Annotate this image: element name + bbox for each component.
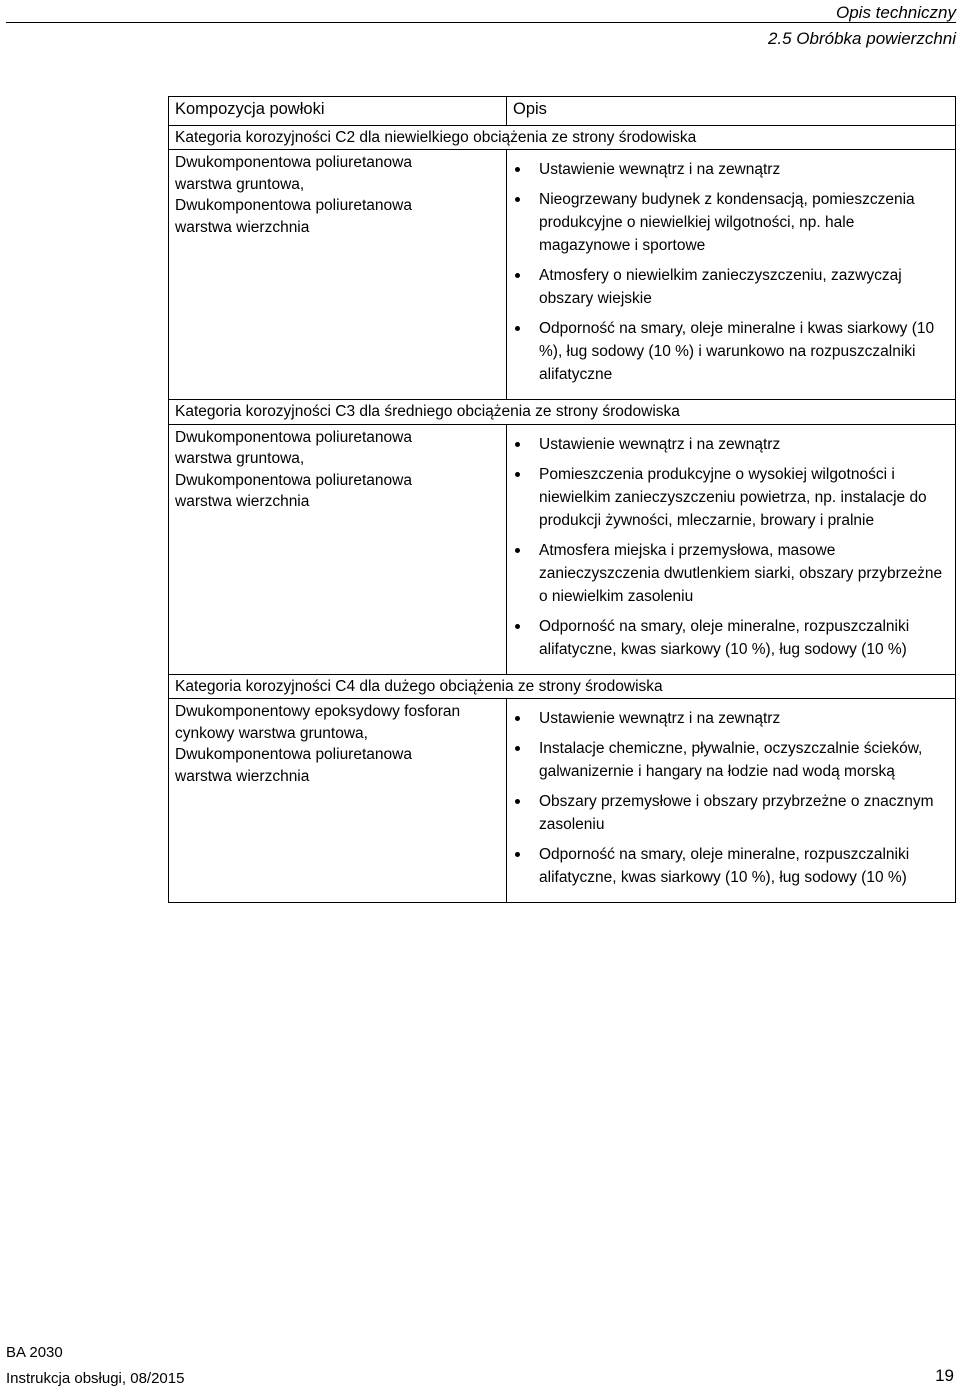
composition-cell-c4	[169, 699, 507, 903]
category-label-c2: Kategoria korozyjności C2 dla niewielkiego obciążenia ze strony środowiska	[169, 125, 956, 150]
list-item: Nieogrzewany budynek z kondensacją, pomieszczenia produkcyjne o niewielkiej wilgotności, np. hale magazynowe i sportowe	[513, 188, 949, 257]
composition-line: warstwa gruntowa,	[175, 175, 305, 193]
table-header-row	[169, 97, 956, 126]
composition-line: Dwukomponentowa poliuretanowa	[175, 746, 412, 763]
composition-line: warstwa wierzchnia	[175, 493, 310, 510]
list-item: Atmosfery o niewielkim zanieczyszczeniu, zazwyczaj obszary wiejskie	[513, 264, 949, 310]
composition-line: warstwa gruntowa,	[175, 450, 305, 467]
composition-line: Dwukomponentowa poliuretanowa	[175, 197, 412, 214]
footer-doc-info: Instrukcja obsługi, 08/2015	[6, 1370, 185, 1387]
list-item: Ustawienie wewnątrz i na zewnątrz	[513, 158, 949, 181]
list-item: Odporność na smary, oleje mineralne, rozpuszczalniki alifatyczne, kwas siarkowy (10 %), ług sodowy (10 %)	[513, 615, 949, 661]
description-list-c3	[513, 427, 949, 670]
composition-cell-c2	[169, 150, 507, 400]
composition-line: warstwa wierzchnia	[175, 767, 310, 785]
composition-line: Dwukomponentowa poliuretanowa	[175, 154, 412, 171]
page-number: 19	[935, 1366, 954, 1385]
page-footer	[6, 1340, 184, 1392]
header-rule	[6, 22, 956, 23]
composition-line: warstwa wierzchnia	[175, 218, 310, 236]
description-list-c2	[513, 152, 949, 395]
list-item: Atmosfera miejska i przemysłowa, masowe zanieczyszczenia dwutlenkiem siarki, obszary przybrzeżne o niewielkim zasoleniu	[513, 539, 949, 608]
list-item: Pomieszczenia produkcyjne o wysokiej wilgotności i niewielkim zanieczyszczeniu powietrza, np. instalacje do produkcji żywności, mleczarnie, browary i pralnie	[513, 463, 949, 532]
composition-line: cynkowy warstwa gruntowa,	[175, 724, 368, 742]
category-label-c3: Kategoria korozyjności C3 dla średniego obciążenia ze strony środowiska	[169, 400, 956, 425]
composition-line: Dwukomponentowa poliuretanowa	[175, 471, 412, 489]
column-header-description: Opis	[507, 97, 956, 126]
list-item: Ustawienie wewnątrz i na zewnątrz	[513, 707, 949, 730]
list-item: Ustawienie wewnątrz i na zewnątrz	[513, 433, 949, 456]
composition-line: Dwukomponentowy epoksydowy fosforan	[175, 703, 461, 720]
list-item: Odporność na smary, oleje mineralne i kwas siarkowy (10 %), ług sodowy (10 %) i warunkowo na rozpuszczalniki alifatyczne	[513, 317, 949, 386]
description-list-c4	[513, 701, 949, 898]
table-row-c2	[169, 150, 956, 400]
category-row-c2	[169, 125, 956, 150]
category-label-c4: Kategoria korozyjności C4 dla dużego obciążenia ze strony środowiska	[169, 674, 956, 699]
list-item: Obszary przemysłowe i obszary przybrzeżne o znacznym zasoleniu	[513, 790, 949, 836]
list-item: Odporność na smary, oleje mineralne, rozpuszczalniki alifatyczne, kwas siarkowy (10 %), ług sodowy (10 %)	[513, 843, 949, 889]
table-row-c3	[169, 424, 956, 674]
category-row-c4	[169, 674, 956, 699]
composition-line: Dwukomponentowa poliuretanowa	[175, 428, 412, 446]
description-cell-c3	[507, 424, 956, 674]
table-row-c4	[169, 699, 956, 903]
description-cell-c2	[507, 150, 956, 400]
page-header	[768, 0, 956, 52]
list-item: Instalacje chemiczne, pływalnie, oczyszczalnie ścieków, galwanizernie i hangary na łodzie nad wodą morską	[513, 737, 949, 783]
header-subtitle: 2.5 Obróbka powierzchni	[767, 29, 956, 48]
description-cell-c4	[507, 699, 956, 903]
coating-table	[168, 96, 956, 903]
composition-cell-c3	[169, 424, 507, 674]
category-row-c3	[169, 400, 956, 425]
header-title: Opis techniczny	[836, 3, 956, 22]
column-header-composition: Kompozycja powłoki	[169, 97, 507, 126]
footer-doc-code: BA 2030	[6, 1344, 63, 1361]
